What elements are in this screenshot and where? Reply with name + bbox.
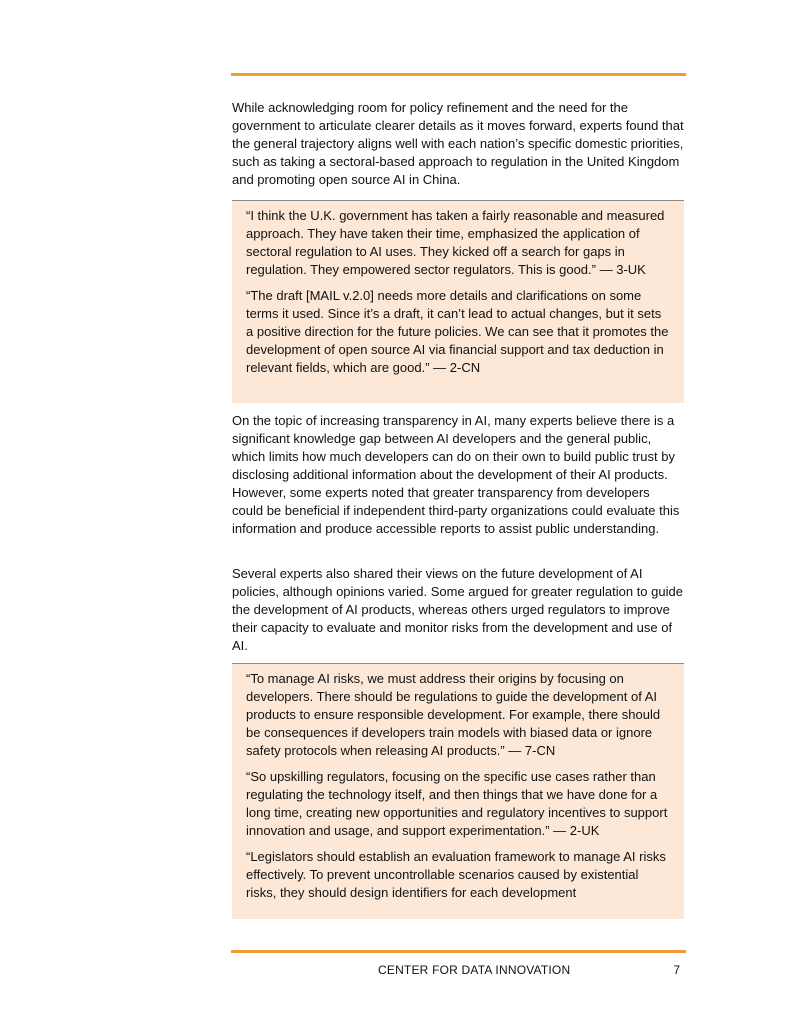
quote-box: [232, 663, 684, 919]
quote-box: [232, 200, 684, 403]
quote: “To manage AI risks, we must address their origins by focusing on developers. There should be regulations to guide the development of AI products to ensure responsible development. For example, there should be consequences if developers train models with biased data or ignore safety protocols when releasing AI products.” — 7-CN: [246, 671, 661, 758]
header-accent-rule: [231, 73, 686, 76]
body-paragraph: On the topic of increasing transparency in AI, many experts believe there is a significant knowledge gap between AI developers and the general public, which limits how much developers can do on their own to build public trust by disclosing additional information about the development of their AI products. However, some experts noted that greater transparency from developers could be beneficial if independent third-party organizations could evaluate this information and produce accessible reports to assist public understanding.: [232, 413, 680, 536]
body-paragraph: While acknowledging room for policy refinement and the need for the government to articulate clearer details as it moves forward, experts found that the general trajectory aligns well with each nation’s specific domestic priorities, such as taking a sectoral-based approach to regulation in the United Kingdom and promoting open source AI in China.: [232, 100, 684, 187]
quote: “I think the U.K. government has taken a fairly reasonable and measured approach. They have taken their time, emphasized the application of sectoral regulation to AI uses. They kicked off a search for gaps in regulation. They empowered sector regulators. This is good.” — 3-UK: [246, 208, 665, 277]
footer-accent-rule: [231, 950, 686, 953]
page-number: 7: [673, 963, 680, 977]
footer-organization: CENTER FOR DATA INNOVATION: [378, 963, 571, 977]
quote: “Legislators should establish an evaluation framework to manage AI risks effectively. To prevent uncontrollable scenarios caused by existential risks, they should design identifiers for each development: [246, 849, 666, 900]
quote: “So upskilling regulators, focusing on the specific use cases rather than regulating the technology itself, and then things that we have done for a long time, creating new opportunities and regulatory incentives to support innovation and usage, and support experimentation.” — 2-UK: [246, 769, 668, 838]
body-paragraph: Several experts also shared their views on the future development of AI policies, although opinions varied. Some argued for greater regulation to guide the development of AI products, whereas others urged regulators to improve their capacity to evaluate and monitor risks from the development and use of AI.: [232, 566, 683, 653]
quote: “The draft [MAIL v.2.0] needs more details and clarifications on some terms it used. Since it’s a draft, it can’t lead to actual changes, but it sets a positive direction for the future policies. We can see that it promotes the development of open source AI via financial support and tax deduction in relevant fields, which are good.” — 2-CN: [246, 288, 669, 375]
